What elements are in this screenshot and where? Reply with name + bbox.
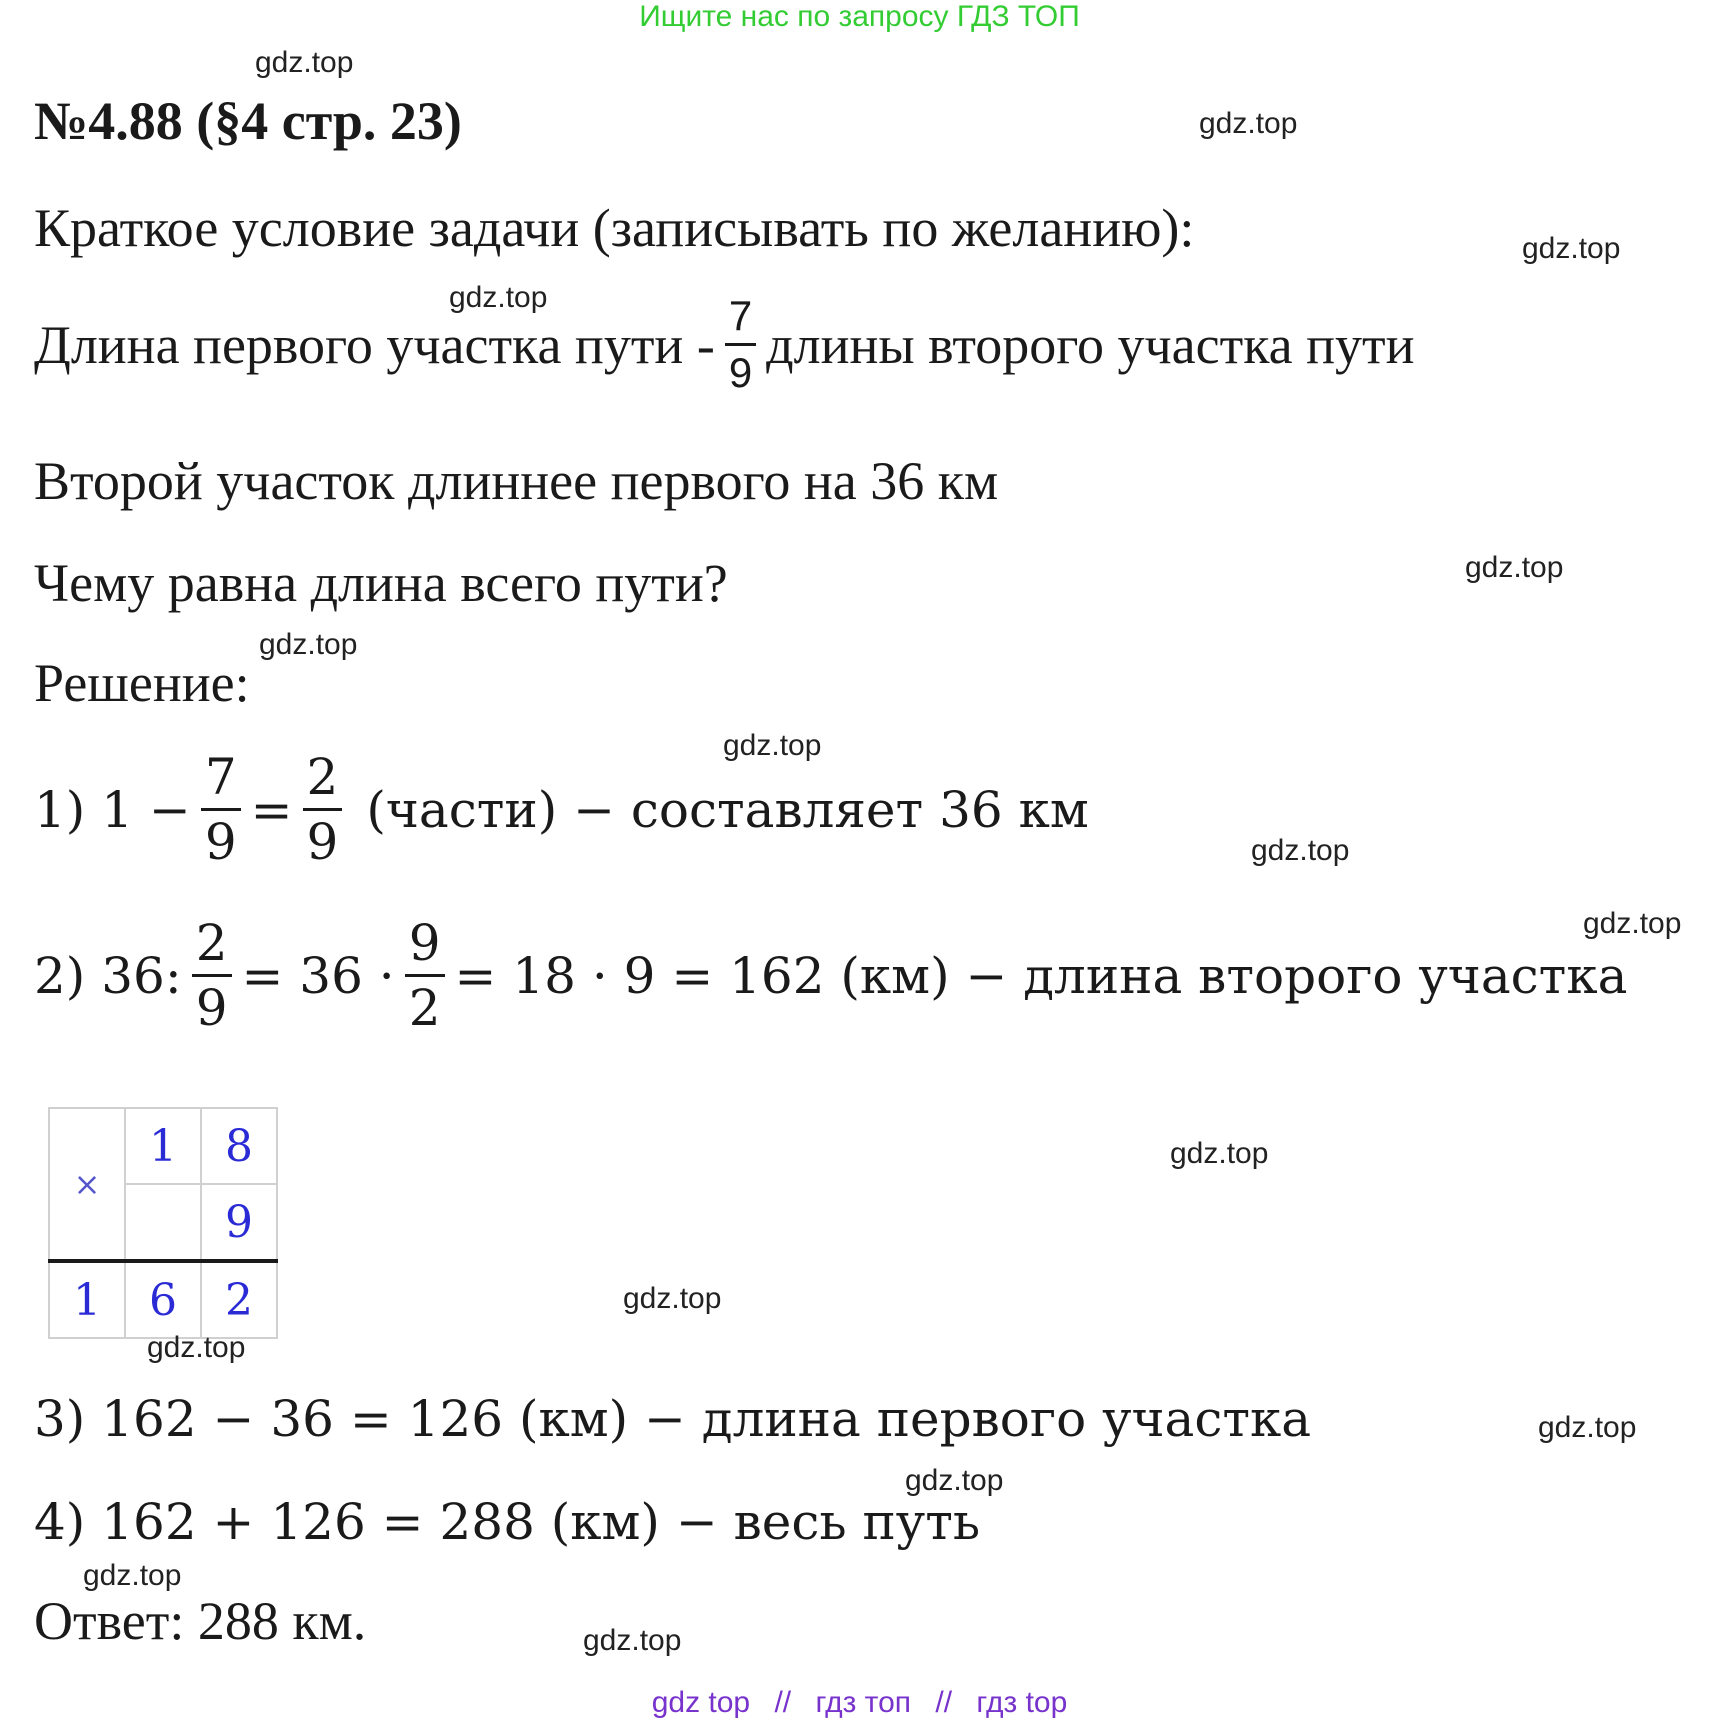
footer-link-gdz-top-ru[interactable]: гдз топ: [815, 1686, 912, 1719]
column-multiplication: [48, 1107, 278, 1339]
multiplication-row-1: [49, 1108, 277, 1184]
answer-line: Ответ: 288 км.: [34, 1591, 367, 1651]
multiplication-result-row: [49, 1261, 277, 1338]
fraction-denominator: 9: [306, 813, 339, 871]
fraction-denominator: 9: [728, 349, 753, 396]
fraction-denominator: 2: [408, 979, 441, 1037]
watermark: gdz.top: [1583, 907, 1682, 940]
solution-step-2: [34, 914, 1628, 1037]
footer-separator: //: [774, 1686, 792, 1719]
footer-separator: //: [935, 1686, 953, 1719]
step-2-mid: = 36 ·: [241, 946, 395, 1005]
multiplication-digit: 2: [201, 1261, 277, 1338]
problem-title: №4.88 (§4 стр. 23): [34, 91, 462, 151]
fraction-denominator: 9: [204, 813, 237, 871]
watermark: gdz.top: [623, 1282, 722, 1315]
watermark: gdz.top: [255, 46, 354, 79]
footer: [0, 1686, 1719, 1720]
multiplication-digit: 1: [125, 1108, 201, 1184]
fraction-numerator: 2: [303, 752, 343, 811]
multiplication-digit: [125, 1184, 201, 1261]
step-2-fraction-1: [192, 914, 232, 1037]
fraction-numerator: 7: [725, 295, 756, 346]
step-1-fraction-2: [303, 748, 343, 871]
watermark: gdz.top: [1170, 1137, 1269, 1170]
condition-heading: Краткое условие задачи (записывать по желанию):: [34, 198, 1195, 258]
fraction-denominator: 9: [195, 979, 228, 1037]
watermark: gdz.top: [1522, 232, 1621, 265]
step-2-pre: 2) 36:: [34, 946, 182, 1005]
fraction-numerator: 7: [201, 752, 241, 811]
solution-step-4: 4) 162 + 126 = 288 (км) − весь путь: [34, 1493, 981, 1551]
fraction-numerator: 2: [192, 918, 232, 977]
step-2-post: = 18 · 9 = 162 (км) − длина второго участка: [454, 946, 1628, 1005]
condition-line-3: Чему равна длина всего пути?: [34, 553, 728, 613]
step-2-fraction-2: [405, 914, 445, 1037]
top-banner: Ищите нас по запросу ГДЗ ТОП: [639, 0, 1080, 33]
multiplication-digit: 8: [201, 1108, 277, 1184]
solution-heading: Решение:: [34, 653, 250, 713]
watermark: gdz.top: [449, 281, 548, 314]
watermark: gdz.top: [1538, 1411, 1637, 1444]
condition-line-1: [34, 292, 1415, 396]
watermark: gdz.top: [1251, 834, 1350, 867]
footer-link-gdz-top[interactable]: gdz top: [651, 1686, 751, 1719]
solution-step-3: 3) 162 − 36 = 126 (км) − длина первого участка: [34, 1390, 1312, 1448]
condition-line-1-text-pre: Длина первого участка пути -: [34, 314, 715, 375]
step-1-pre: 1) 1 −: [34, 780, 191, 839]
watermark: gdz.top: [259, 628, 358, 661]
solution-step-1: [34, 748, 1089, 871]
watermark: gdz.top: [147, 1331, 246, 1364]
multiplication-digit: 1: [49, 1261, 125, 1338]
watermark: gdz.top: [723, 729, 822, 762]
step-1-fraction-1: [201, 748, 241, 871]
condition-line-2: Второй участок длиннее первого на 36 км: [34, 451, 999, 511]
watermark: gdz.top: [583, 1624, 682, 1657]
fraction-seven-ninths: [725, 292, 756, 396]
footer-link-gdz-top-mixed[interactable]: гдз top: [976, 1686, 1068, 1719]
multiplication-digit: 6: [125, 1261, 201, 1338]
watermark: gdz.top: [83, 1559, 182, 1592]
watermark: gdz.top: [1199, 107, 1298, 140]
step-1-equals: =: [250, 780, 293, 839]
multiply-sign-icon: ×: [49, 1108, 125, 1261]
condition-line-1-text-post: длины второго участка пути: [766, 314, 1415, 375]
multiplication-digit: 9: [201, 1184, 277, 1261]
watermark: gdz.top: [1465, 551, 1564, 584]
step-1-post: (части) − составляет 36 км: [366, 780, 1089, 839]
fraction-numerator: 9: [405, 918, 445, 977]
watermark: gdz.top: [905, 1464, 1004, 1497]
